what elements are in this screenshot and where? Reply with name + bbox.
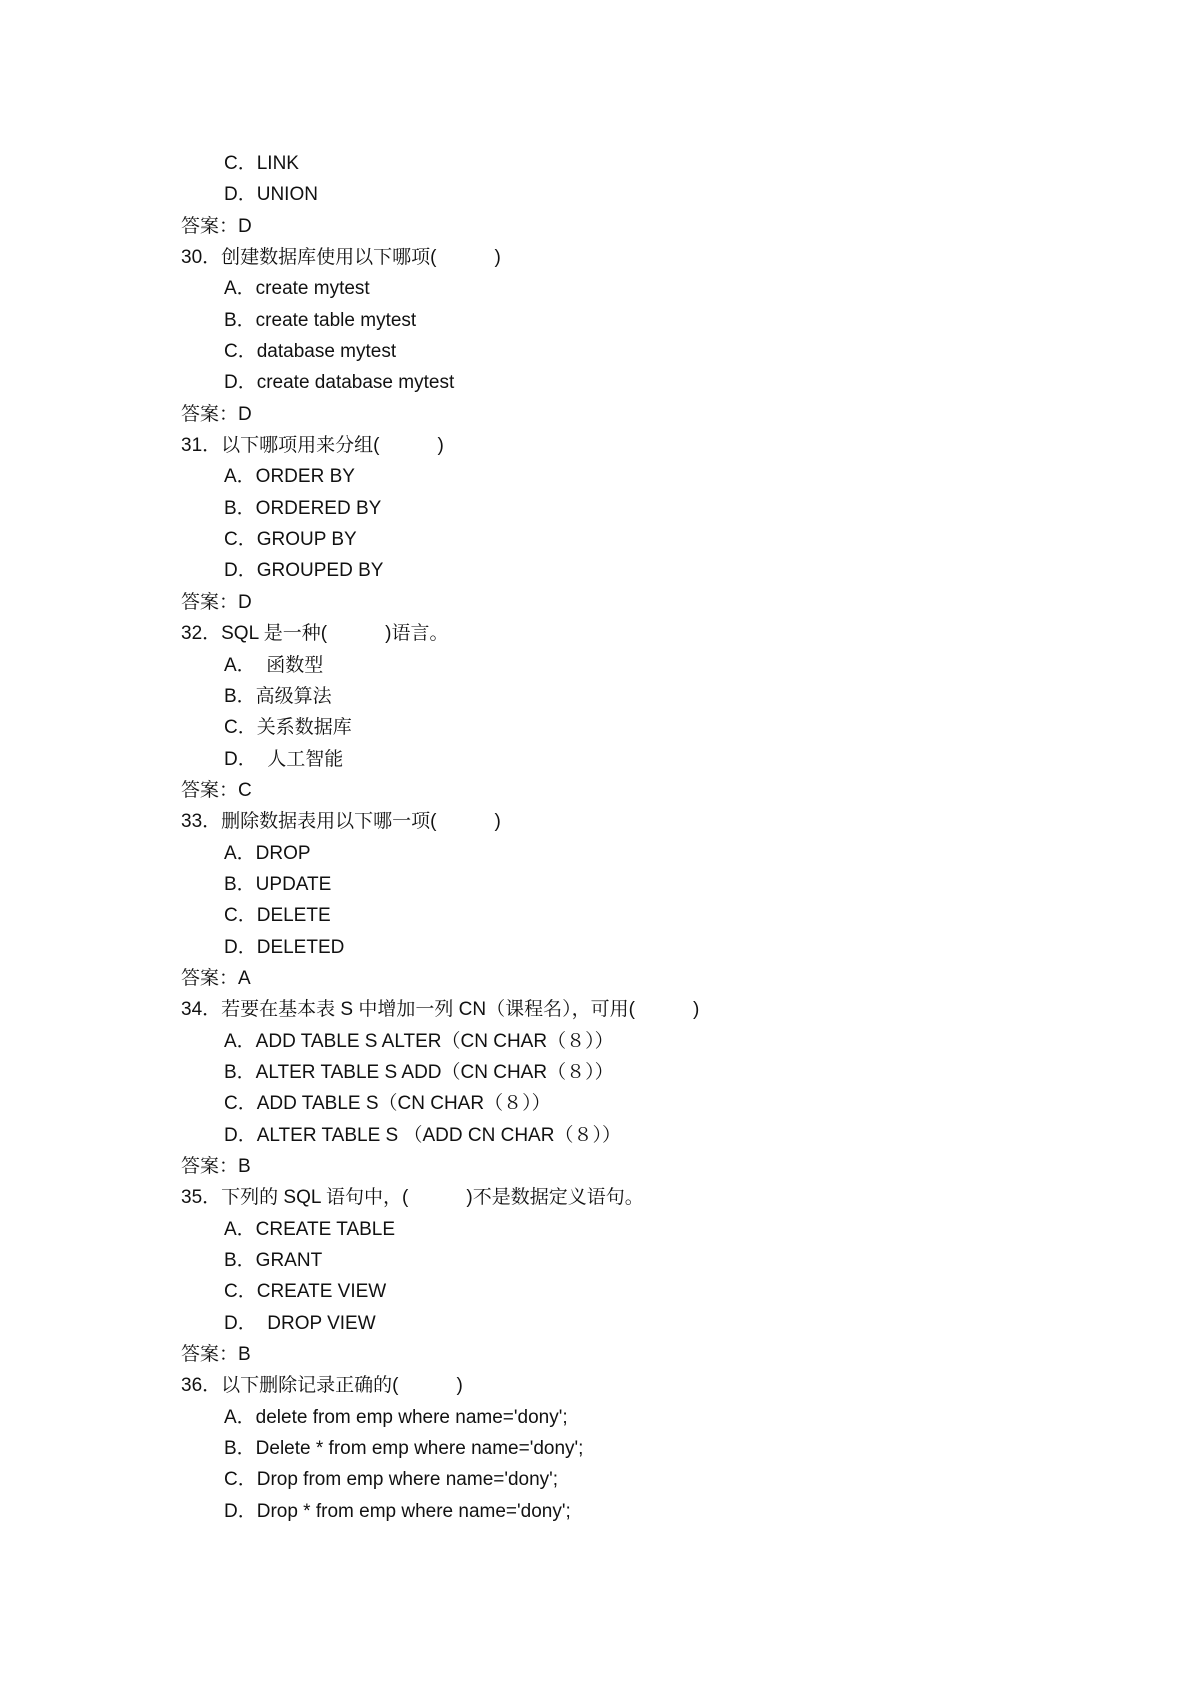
question-line: 31．以下哪项用来分组( ) xyxy=(181,435,444,457)
option-line: A．delete from emp where name='dony'; xyxy=(224,1406,568,1428)
answer-line: 答案：B xyxy=(181,1156,251,1177)
option-line: B．create table mytest xyxy=(224,309,417,331)
option-line: C．DELETE xyxy=(224,905,331,927)
option-line: B．UPDATE xyxy=(224,873,332,895)
option-line: D．UNION xyxy=(224,184,318,206)
option-line: B．Delete * from emp where name='dony'; xyxy=(224,1438,584,1460)
option-line: C．GROUP BY xyxy=(224,529,357,551)
question-line: 30．创建数据库使用以下哪项( ) xyxy=(181,247,501,269)
answer-line: 答案：D xyxy=(181,591,252,613)
option-line: D．DELETED xyxy=(224,936,345,958)
option-line: B．高级算法 xyxy=(224,685,332,707)
question-line: 32．SQL 是一种( )语言。 xyxy=(181,623,449,645)
question-line: 36．以下删除记录正确的( ) xyxy=(181,1375,463,1397)
option-line: B．ALTER TABLE S ADD（CN CHAR（８）） xyxy=(224,1061,614,1083)
answer-line: 答案：A xyxy=(181,967,251,989)
option-line: C．CREATE VIEW xyxy=(224,1281,387,1303)
option-line: D． 人工智能 xyxy=(224,748,344,770)
question-line: 35．下列的 SQL 语句中，( )不是数据定义语句。 xyxy=(181,1187,644,1209)
question-line: 33．删除数据表用以下哪一项( ) xyxy=(181,811,501,833)
option-line: A．DROP xyxy=(224,842,311,864)
option-line: A． 函数型 xyxy=(224,654,324,676)
option-line: C．ADD TABLE S（CN CHAR（８）） xyxy=(224,1093,551,1115)
option-line: A．ORDER BY xyxy=(224,466,355,488)
option-line: D．GROUPED BY xyxy=(224,560,384,582)
option-line: B．GRANT xyxy=(224,1250,323,1272)
option-line: D．create database mytest xyxy=(224,372,455,394)
answer-line: 答案：D xyxy=(181,215,252,237)
option-line: C．LINK xyxy=(224,153,299,174)
option-line: D．ALTER TABLE S （ADD CN CHAR（８）） xyxy=(224,1124,621,1146)
answer-line: 答案：B xyxy=(181,1344,251,1366)
question-list xyxy=(181,148,1081,1527)
option-line: A．ADD TABLE S ALTER（CN CHAR（８）） xyxy=(224,1030,614,1052)
option-line: C．Drop from emp where name='dony'; xyxy=(224,1469,559,1491)
option-line: C．关系数据库 xyxy=(224,717,352,739)
answer-line: 答案：C xyxy=(181,779,252,801)
option-line: A．CREATE TABLE xyxy=(224,1218,396,1240)
option-line: B．ORDERED BY xyxy=(224,497,382,519)
option-line: D．Drop * from emp where name='dony'; xyxy=(224,1500,571,1522)
option-line: A．create mytest xyxy=(224,278,370,300)
option-line: C．database mytest xyxy=(224,341,397,363)
answer-line: 答案：D xyxy=(181,403,252,425)
option-line: D． DROP VIEW xyxy=(224,1312,376,1334)
question-line: 34．若要在基本表 S 中增加一列 CN（课程名），可用( ) xyxy=(181,999,700,1021)
